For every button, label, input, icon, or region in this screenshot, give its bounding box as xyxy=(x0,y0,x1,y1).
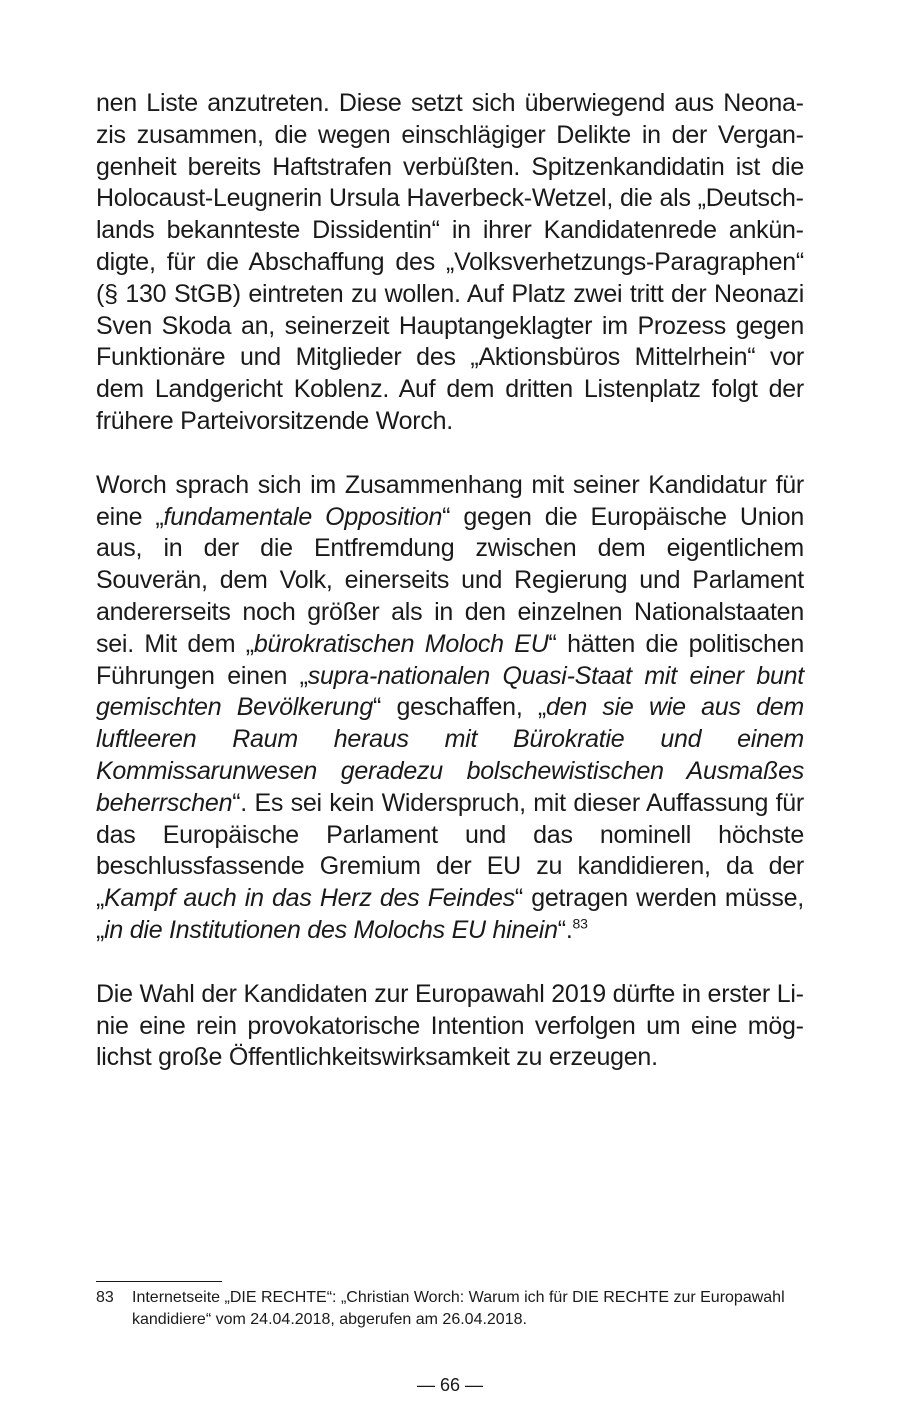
text-segment: “ gegen die Europäische Union aus, in der die Entfremdung zwischen dem eigentlichem Souverän, dem Volk, einerseits und Regierung und Parlament andererseits noch größer als in den einzelnen Nationalstaaten sei. Mit dem „ xyxy=(96,502,804,658)
footnote-number: 83 xyxy=(96,1289,114,1306)
paragraph-2 xyxy=(96,470,804,947)
footnote-separator xyxy=(96,1281,222,1282)
text-segment: “ hätten die politischen Führungen einen „ xyxy=(96,629,804,690)
quoted-phrase: in die Institutionen des Molochs EU hinein xyxy=(104,915,558,944)
text-segment: “. xyxy=(557,915,573,944)
quoted-phrase: bürokratischen Moloch EU xyxy=(253,629,549,658)
footnote xyxy=(96,1287,806,1331)
footnote-reference: 83 xyxy=(572,915,588,932)
text-segment: nen Liste anzutreten. Diese setzt sich überwiegend aus Neonazis zusammen, die wegen einschlägiger Delikte in der Vergangenheit bereits Haftstrafen verbüßten. Spitzenkandidatin ist die Holocaust-Leugnerin Ursula Haverbeck-Wetzel, die als „Deutschlands bekannteste Dissidentin“ in ihrer Kandidatenrede ankündigte, für die Abschaffung des „Volksverhetzungs-Paragraphen“ (§ 130 StGB) eintreten zu wollen. Auf Platz zwei tritt der Neonazi Sven Skoda an, seinerzeit Hauptangeklagter im Prozess gegen Funktionäre und Mitglieder des „Aktionsbüros Mittelrhein“ vor dem Landgericht Koblenz. Auf dem dritten Listenplatz folgt der frühere Parteivorsitzende Worch. xyxy=(96,89,804,435)
quoted-phrase: den sie wie aus dem luftleeren Raum heraus mit Bürokratie und einem Kommissarunwesen geradezu bolschewistischen Ausmaßes beherrschen xyxy=(96,693,805,817)
text-segment: Worch sprach sich im Zusammenhang mit seiner Kandidatur für eine „ xyxy=(96,470,804,531)
page-number: — 66 — xyxy=(416,1375,484,1395)
footnote-text: Internetseite „DIE RECHTE“: „Christian Worch: Warum ich für DIE RECHTE zur Europawahl kandidiere“ vom 24.04.2018, abgerufen am 26.04.2018. xyxy=(132,1289,785,1328)
text-segment: Die Wahl der Kandidaten zur Europawahl 2019 dürfte in erster Linie eine rein provokatorische Intention verfolgen um eine möglichst große Öffentlichkeitswirksamkeit zu erzeugen. xyxy=(96,979,804,1072)
text-segment: “ getragen werden müsse, „ xyxy=(96,884,805,944)
quoted-phrase: fundamentale Opposition xyxy=(163,502,443,531)
quoted-phrase: Kampf auch in das Herz des Feindes xyxy=(104,884,515,913)
paragraph-1 xyxy=(96,88,804,438)
text-segment: “. Es sei kein Widerspruch, mit dieser Auffassung für das Europäische Parlament und das nominell höchste beschlussfassende Gremium der EU zu kandidieren, da der „ xyxy=(96,788,804,913)
quoted-phrase: supra-nationalen Quasi-Staat mit einer bunt gemischten Bevölkerung xyxy=(96,661,805,722)
page-body xyxy=(96,88,804,1106)
paragraph-3 xyxy=(96,979,804,1074)
text-segment: “ geschaffen, „ xyxy=(372,693,547,722)
